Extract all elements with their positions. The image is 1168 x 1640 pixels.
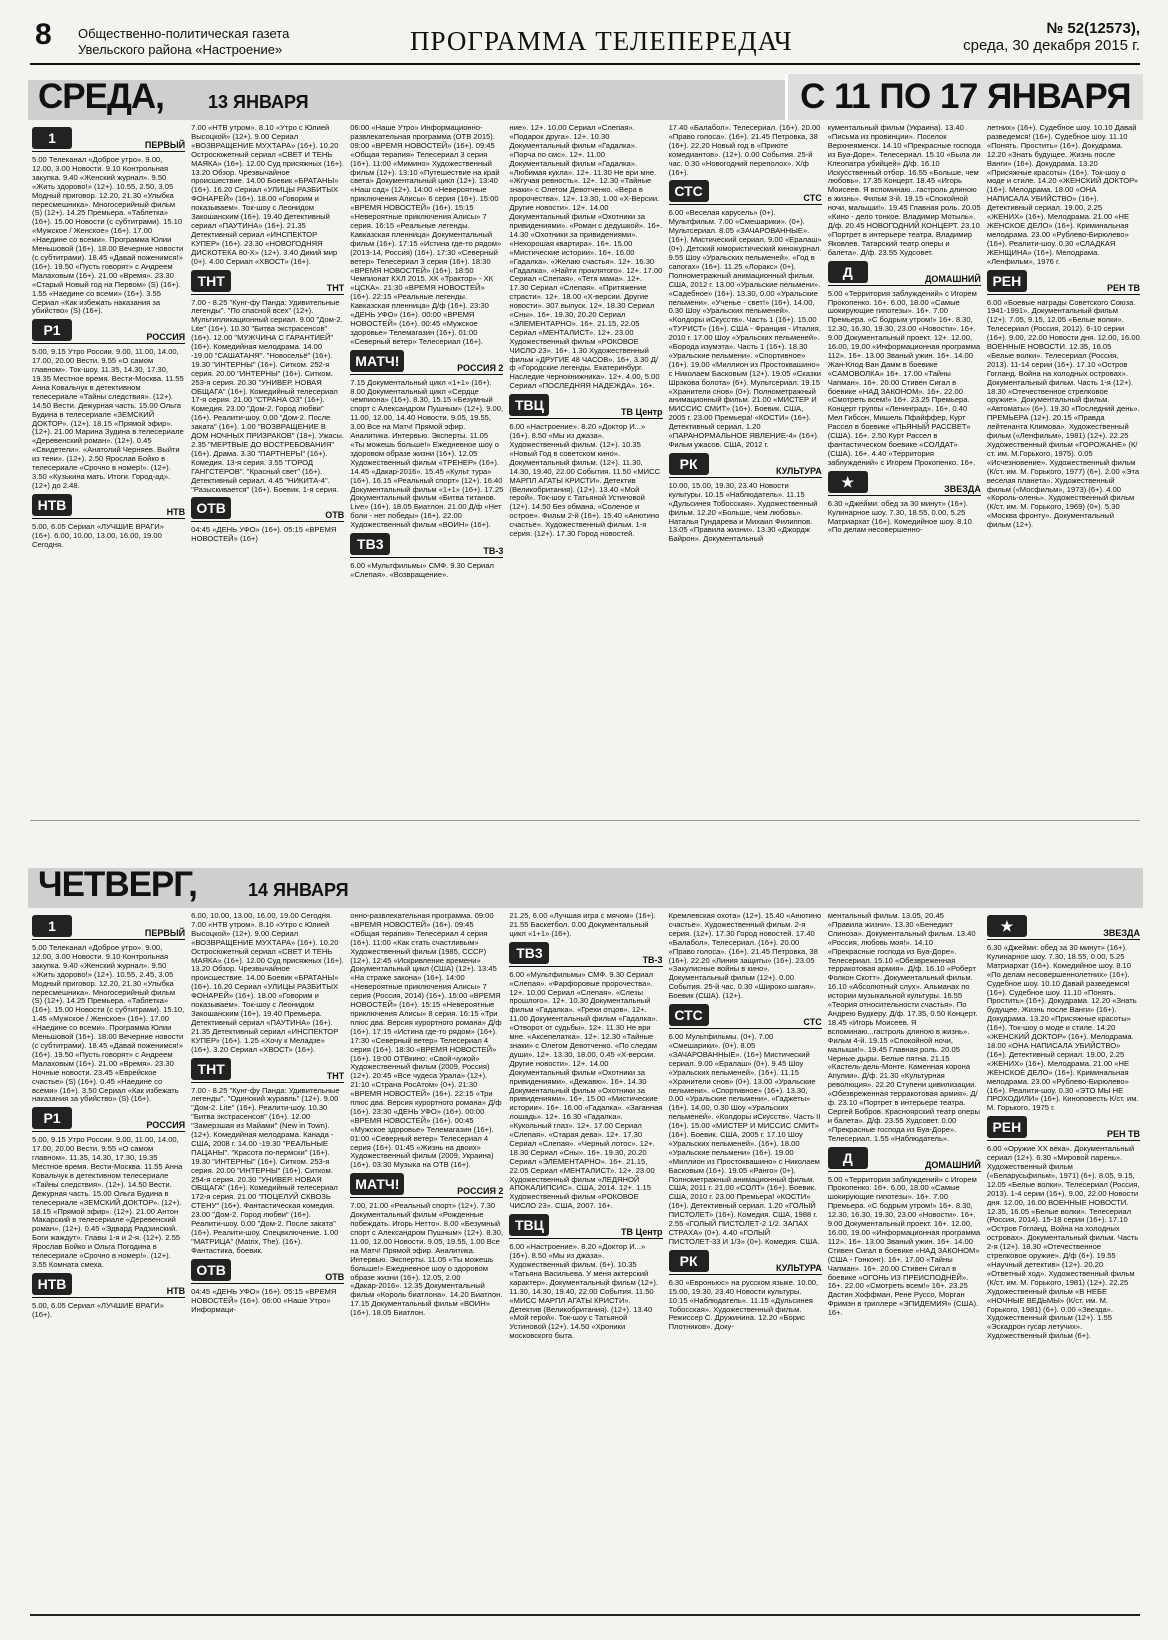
channel-logo-icon: РЕН — [987, 1116, 1027, 1138]
channel-logo-icon: ОТВ — [191, 1259, 231, 1281]
page-number: 8 — [35, 18, 52, 51]
channel-header — [32, 1107, 185, 1132]
channel-header — [191, 497, 344, 522]
newspaper-name — [78, 26, 289, 58]
page-header — [30, 18, 1140, 65]
channel-name: РОССИЯ 2 — [457, 1186, 504, 1197]
channel-logo-icon: НТВ — [32, 494, 72, 516]
program-listing: Кремлевская охота» (12+). 15.40 «Анютино счастье». Художественный фильм. 2-я серия. (12+). 17.30 Город новостей. 17.40 «Балабол». Телесериал. (16+). 20.00 «Право голоса». (16+). 21.45 Петровка, 38 (16+). 22.20 «Линия защиты» (16+). 23.05 «Закулисные войны в кино». Документальный фильм (12+). 0.00 События. 25-й час. 0.30 «Широко шагая». Боевик (США). (12+). — [668, 912, 822, 1001]
channel-header — [828, 261, 981, 286]
day-banner-wednesday — [28, 77, 1143, 120]
channel-header — [987, 915, 1140, 940]
channel-header — [828, 471, 981, 496]
channel-name: ТНТ — [326, 1070, 345, 1081]
schedule-column — [669, 912, 822, 1612]
program-listing: ние». 12+. 10.00 Сериал «Слепая». «Подарок друга». 12+. 10.30 Документальный фильм «Гадалка». «Порча по смс». 12+. 11.00 Документальный фильм «Гадалка». «Любимая кукла». 12+. 11.30 Не ври мне. «Жгучая ревность». 12+. 12.30 «Тайные знаки» с Олегом Девотченко. «Вера в пророчества». 12+. 13.30, 1.00 «Х-Версии. Другие новости». 12+. 14.00 Документальный фильм «Охотники за привидениями». «Роман с дедушкой». 16+. 14.30 «Охотники за привидениями». «Нехорошая квартира». 16+. 15.00 «Мистические истории». 16+. 16.00 «Гадалка». «Желаю счастья». 12+. 16.30 «Гадалка». «Найти проклятого». 12+. 17.00 Сериал «Слепая». «Тетя мама». 12+. 17.30 Сериал «Слепая». «Притяжение страсти». 12+. 18.00 «Х-версии. Другие новости». 307 выпуск. 12+. 18.30 Сериал «Сны». 16+. 19.30, 20.20 Сериал «ЭЛЕМЕНТАРНО». 16+. 21.15, 22.05 Сериал «МЕНТАЛИСТ». 12+. 23.00 Художественный фильм «РОКОВОЕ ЧИСЛО 23». 16+. 1.30 Художественный фильм «ДРУГИЕ 48 ЧАСОВ». 16+. 3.30 Д/ф «Городские легенды. Екатеринбург. Наследие чернокнижника». 12+. 4.00, 5.00 Сериал «ПОСЛЕДНЯЯ НАДЕЖДА». 16+. — [509, 124, 663, 391]
channel-logo-icon: РК — [669, 1250, 709, 1272]
channel-name: ДОМАШНИЙ — [924, 1159, 981, 1170]
program-listing: 6.00 «Мультфильмы» СМФ. 9.30 Сериал «Слепая». «Фарфоровые пророчества». 12+. 10.00 Сериал «Слепая». «Слезы прошлого». 12+. 10.30 Документальный фильм «Гадалка». «Грехи отцов». 12+. 11.00 Документальный фильм «Гадалка». «Отворот от судьбы». 12+. 11.30 Не ври мне. «Аксепелатка». 12+. 12.30 «Тайные знаки» с Олегом Девотченко. «По следам души». 12+. 13.30, 18.00, 0.45 «Х-версии. Другие новости». 12+. 14.00 Документальный фильм «Охотники за привидениями». «Дежавю». 16+. 14.30 Документальный фильм «Охотники за привидениями». 16+. 15.00 «Мистические истории». 16+. 16.00 «Гадалка». «Заганная лошадь». 12+. 16.30 «Гадалка». «Кукольный глаз». 12+. 17.00 Сериал «Слепая». «Старая дева». 12+. 17.30 Сериал «Слепая». «Черный лотос». 12+. 18.30 Сериал «Сны». 16+. 19.30, 20.20 Сериал «ЭЛЕМЕНТАРНО». 16+. 21.15, 22.05 Сериал «МЕНТАЛИСТ». 12+. 23.00 Художественный фильм «ЛЕДЯНОЙ АПОКАЛИПСИС». США, 2014. 12+. 1.15 Художественный фильм «РОКОВОЕ ЧИСЛО 23». США, 2007. 16+. — [509, 969, 663, 1211]
channel-logo-icon: Д — [828, 1147, 868, 1169]
channel-name: ЗВЕЗДА — [1103, 928, 1140, 938]
program-listing: 06:00 «Наше Утро» Информационно-развлекательная программа (ОТВ 2015). 09:00 «ВРЕМЯ НОВОСТЕЙ» (16+). 09:45 «Общая терапия» Телесериал 3 серия (16+). 11:00 «Мимино» Художественный фильм (12+). 13:10 «Путешествие на край света» Документальный цикл (12+). 13:40 «Наш сад» (12+). 14:00 «Невероятные приключения Алисы» 6 серия (16+). 15:00 «ВРЕМЯ НОВОСТЕЙ» (16+). 15:15 «Невероятные приключения Алисы» 7 серия. 16:15 «Реальные легенды. Кавказская пленница» Документальный фильм (16+). 17:15 «Истина где-то рядом» (2013-14, Россия) (16+). 17:30 «Северный ветер» Телесериал 3 серия (16+). 18:30 «ВРЕМЯ НОВОСТЕЙ» (16+). 18:50 Чемпионат КХЛ 2015. ХК «Трактор» - ХК «ЦСКА». 21:30 «ВРЕМЯ НОВОСТЕЙ» (16+). 22:15 «Реальные легенды. Кавказская пленница» Д/ф (16+). 23:30 «ДЕНЬ УФО» (16+). 00:00 «ВРЕМЯ НОВОСТЕЙ» (16+). 00:45 «Мужское здоровье» Телемагазин (16+). 01:00 «Северный ветер» Телесериал (16+). — [350, 124, 502, 346]
program-listing: 5.00, 6.05 Сериал «ЛУЧШИЕ ВРАГИ» (16+). — [32, 1300, 164, 1319]
program-listing: 6.00 «Мультфильмы» СМФ. 9.30 Сериал «Слепая». «Возвращение». — [350, 561, 494, 579]
day-date: 14 ЯНВАРЯ — [248, 880, 349, 900]
day-date: 13 ЯНВАРЯ — [208, 92, 309, 112]
channel-name: ТВ-3 — [483, 546, 504, 557]
channel-header — [669, 1004, 822, 1029]
channel-name: РОССИЯ — [146, 1120, 186, 1131]
program-listing: 17.40 «Балабол». Телесериал. (16+). 20.00 «Право голоса». (16+). 21.45 Петровка, 38 (16+). 22.20 Новый год в «Приюте комедиантов». (12+). 0.00 События. 25-й час. 0.30 «Новогодний переполох». Х/ф (16+). — [668, 124, 821, 177]
section-divider — [30, 820, 1140, 821]
channel-logo-icon: МАТЧ! — [350, 350, 404, 372]
program-listing: 6.00 «Боевые награды Советского Союза. 1941-1991». Документальный фильм (12+). 7.05, 9.15, 12.05 «Белые волки». Телесериал (Россия, 2012). 6-10 серии (16+). 9.00, 22.00 Новости дня. 12.00, 16.00 ВОЕННЫЕ НОВОСТИ. 12.35, 16.05 «Белые волки». Телесериал (Россия, 2013). 11-14 серии (16+). 17.10 «Остров Гогланд. Война на холодных островах». Документальный фильм. Часть 1-я (12+). 18.30 «Отечественное стрелковое оружие». Документальный фильм. «Автоматы» (6+). 19.30 «Последний день». ПРЕМЬЕРА (12+). 20.15 «Правда лейтенанта Климова». Художественный фильм («Ленфильм», 1981) (12+). 22.25 Художественный фильм «ГОРОЖАНЕ» (К/ст. им. М.Горького, 1975). 0.05 «Исчезновение». Художественный фильм (К/ст. им. М. Горького, 1977) (6+). 2.00 «Эта веселая планета». Художественный фильм («Мосфильм», 1973) (6+). 4.00 «Король-олень». Художественный фильм (К/ст. им. М. Горького, 1969) (0+). 5.30 «Москва фронту». Документальный фильм (12+). — [986, 297, 1140, 530]
program-listing: 7.00 - 8.25 "Кунг-фу Панда: Удивительные легенды". "Одинокий журавль" (12+). 9.00 "Дом-2. Lite" (16+). Реалити-шоу. 10.30 "Битва экстрасенсов" (16+). 12.00 "Замерзшая из Майами" (New in Town). (12+). Комедийная мелодрама. Канада - США, 2008 г. 14.00 -19.30 "РЕАЛЬНЫЕ ПАЦАНЫ". "Красота по-пермски" (16+). 19.30 "ИНТЕРНЫ" (16+). Ситком. 253-я серия. 20.00 "ИНТЕРНЫ" (16+). Ситком. 254-я серия. 20.30 "УНИВЕР. НОВАЯ ОБЩАГА" (16+). Комедийный телесериал 172-я серия. 21.00 "ПОЦЕЛУЙ СКВОЗЬ СТЕНУ" (16+). Фантастическая комедия. 23.00 "Дом-2. Город любви" (16+). Реалити-шоу. 0.00 "Дом-2. После заката" (16+). Реалити-шоу. Спецвключение. 1.00 "МАТРИЦА" (Matrix, The). (16+). Фантастика, боевик. — [191, 1085, 340, 1255]
program-listing: 6.00 «Настроение». 8.20 «Доктор И...» (16+). 8.50 «Мы из джаза». Художественный фильм. (12+). 10.35 «Новый Год в советском кино». Документальный фильм. (12+). 11.30, 14.30, 19.40, 22.00 События. 11.50 «МИСС МАРПЛ АГАТЫ КРИСТИ». Детектив (Великобритания). (12+). 13.40 «Мой герой». Ток-шоу с Татьяной Устиновой (12+). 14.50 Без обмана. «Соленое и острое». Фильм 2-й (16+). 15.40 «Анютино счастье». Художественный фильм. 1-я серия. (12+). 17.30 Город новостей. — [509, 422, 661, 539]
channel-logo-icon: ТВЦ — [509, 1214, 549, 1236]
program-listing: 6.00, 10.00, 13.00, 16.00, 19.00 Сегодня. 7.00 «НТВ утром». 8.10 «Утро с Юлией Высоцкой» (12+). 9.00 Сериал «ВОЗВРАЩЕНИЕ МУХТАРА» (16+). 10.20 Остросюжетный сериал «СВЕТ И ТЕНЬ МАЯКА» (16+). 12.00 Суд присяжных (16+). 13.20 Обзор. Чрезвычайное происшествие. 14.00 Боевик «БРАТАНЫ» (16+). 16.20 Сериал «УЛИЦЫ РАЗБИТЫХ ФОНАРЕЙ» (16+). 18.00 «Говорим и показываем». Ток-шоу с Леонидом Закошанским (16+). 19.40 Премьера. Детективный сериал «ПАУТИНА» (16+). 21.35 Детективный сериал «ИНСПЕКТОР КУПЕР» (16+). 1.25 «Хочу к Меладзе» (16+). 3.20 Сериал «ХВОСТ» (16+). — [191, 912, 344, 1054]
program-listing: 5.00, 9.15 Утро России. 9.00, 11.00, 14.00, 17.00, 20.00 Вести. 9.55 «О самом главном». Ток-шоу. 11.35, 14.30, 17.30, 19.35 Местное время. Вести-Москва. 11.55 Анна Ковальчук в детективном телесериале «Тайны следствия». (12+). 14.50 Вести. Дежурная часть. 15.00 Ольга Будина в телесериале «ЗЕМСКИЙ ДОКТОР». (12+). 18.15 «Прямой эфир». (12+). 21.00 Марина Зудина в телесериале «Деревенский роман». (12+). 0.45 «Свидетели». «Анатолий Черняев. Выйти из тени». (12+). 2.50 Ярослав Бойко в телесериале «Срочно в номер!». (12+). 3.50 «Кузькина мать. Итоги. Город-ад». (12+) до 2.48. — [32, 347, 184, 490]
day-name: СРЕДА, — [38, 77, 164, 116]
program-listing: 5.00, 9.15 Утро России. 9.00, 11.00, 14.00, 17.00, 20.00 Вести. 9.55 «О самом главном». 11.35, 14.30, 17.30, 19.35 Местное время. Вести-Москва. 11.55 Анна Ковальчук в детективном телесериале «Тайны следствия». (12+). 14.50 Вести. Дежурная часть. 15.00 Ольга Будина в телесериале «ЗЕМСКИЙ ДОКТОР». (12+). 18.15 «Прямой эфир». (12+). 21.00 Антон Макарский в телесериале «Деревенский роман». (12+). 0.45 «Эдвард Радзинский. Боги жаждут». Главы 1-я и 2-я. (12+). 2.55 Ярослав Бойко и Ольга Погодина в телесериале «Срочно в номер!». (12+). 3.55 Комната смеха. — [32, 1135, 183, 1269]
program-listing: 7.00, 21.00 «Реальный спорт» (12+). 7.30 Документальный фильм «Рожденные побеждать. Игорь Нетто». 8.00 «Безумный спорт с Александром Пушным» (12+). 8.30, 11.00, 12.00 Новости. 9.05, 19.55, 1.00 Все на Матч! Прямой эфир. Аналитика. Интервью. Эксперты. 11.05 «Ты можешь больше!» Ежедневное шоу о здоровом образе жизни (16+). 12.05, 2.00 «Дакар-2016». 12.35 Документальный фильм «Король биатлона». 14.20 Биатлон. 17.15 Документальный фильм «ВОИН» (16+). 18.05 Биатлон. — [350, 1201, 504, 1318]
channel-logo-icon: ТНТ — [191, 1058, 231, 1080]
channel-logo-icon: РЕН — [987, 270, 1027, 292]
channel-name: СТС — [803, 193, 822, 204]
program-listing: 5.00 Телеканал «Доброе утро». 9.00, 12.00, 3.00 Новости. 9.10 Контрольная закупка. 9.40 «Женский журнал». 9.50 «Жить здорово!» (12+). 10.55, 2.50, 3.05 Модный приговор. 12.20, 21.30 «Улыбка пересмешника». Многосерийный фильм (S) (12+). 14.25 Премьера. «Таблетка» (16+). 15.00 Новости (с субтитрами). 15.10 «Мужское / Женское» (16+). 17.00 «Наедине со всеми». Программа Юлии Меньшовой (16+). 18.00 Вечерние новости (с субтитрами). 18.45 «Давай поженимся!» (16+). 19.50 «Пусть говорят» с Андреем Малаховым (16+). 21.00 «Время». 23.30 «Старый Новый год на Первом» (S) (16+). 1.55 «Наедине со всеми» (16+). 3.55 Сериал «Как избежать наказания за убийство» (S) (16+). — [32, 155, 184, 316]
channel-logo-icon: НТВ — [32, 1273, 72, 1295]
channel-header — [32, 319, 185, 344]
channel-header — [669, 453, 822, 478]
program-listing: летних» (16+). Судебное шоу. 10.10 Давай разведемся! (16+). Судебное шоу. 11.10 «Понять. Простить» (16+). Докудрама. 12.20 «Знать будущее. Жизнь после Ванги» (16+). Докудрама. 13.20 «Присяжные красоты» (16+). Ток-шоу о моде и стиле. 14.20 «ЖЕНСКИЙ ДОКТОР» (16+). Мелодрама. 18.00 «ОНА НАПИСАЛА УБИЙСТВО» (16+). Детективный сериал. 19.00, 2.25 «ЖЕНИХ» (16+). Мелодрама. 21.00 «НЕ ЖЕНСКОЕ ДЕЛО» (16+). Криминальная мелодрама. 23.00 «Рублево-Бирюлево» (16+). Реалити-шоу. 0.30 «СЛАДКАЯ ЖЕНЩИНА» (16+). Мелодрама. «Ленфильм», 1976 г. — [986, 124, 1138, 266]
channel-header — [32, 915, 185, 940]
channel-name: РОССИЯ — [146, 332, 186, 343]
channel-header — [32, 494, 185, 519]
page-title: ПРОГРАММА ТЕЛЕПЕРЕДАЧ — [410, 26, 793, 56]
channel-logo-icon: Р1 — [32, 319, 72, 341]
channel-logo-icon: СТС — [669, 180, 709, 202]
program-listing: кументальный фильм (Украина). 13.40 «Письма из провинции». Поселок Верхнеяменск. 14.10 «Прекрасные господа из Буа-Доре». Телесериал. 15.10 «Была ли Клеопатра убийцей» Д/ф. 16.10 Искусственный отбор. 16.55 «Больше, чем любовь». 17.35 Концерт. 18.45 «Игорь Моисеев. Я вспоминаю...гастроль длиною в жизнь». Фильм 3-й. 19.15 «Спокойной ночи, малыши!». 19.45 Главная роль. 20.05 «Кино - дело тонкое. Владимир Мотыль». Д/ф. 20.45 НОВОГОДНИЙ КОНЦЕРТ. 23.10 «Портрет в интерьере театра. Владимир Яковлев. Татарский театр оперы и балета». Д/ф. 23.55 Худсовет. — [827, 124, 981, 257]
channel-logo-icon: ★ — [828, 471, 868, 493]
issue-number: № 52(12573), — [1046, 20, 1140, 37]
channel-logo-icon: ТВЦ — [509, 394, 549, 416]
week-range: С 11 ПО 17 ЯНВАРЯ — [785, 74, 1143, 120]
schedule-column — [509, 912, 662, 1612]
schedule-column — [987, 912, 1140, 1612]
channel-name: ДОМАШНИЙ — [924, 273, 981, 284]
channel-header — [191, 1259, 344, 1284]
channel-name: ТНТ — [326, 282, 345, 293]
schedule-column — [987, 124, 1140, 814]
program-listing: 10.00, 15.00, 19.30, 23.40 Новости культуры. 10.15 «Наблюдатель». 11.15 «Дульсинея Тобосская». Художественный фильм. 12.20 «Больше, чем любовь». Наталья Гундарева и Михаил Филиппов. 13.05 «Правила жизни». 13.30 «Джордж Байрон». Документальный — [668, 480, 818, 544]
program-listing: 5.00 «Территория заблуждений» с Игорем Прокопенко. 16+. 6.00, 18.00 «Самые шокирующие гипотезы». 16+. 7.00 Премьера. «С бодрым утром!» 16+. 8.30, 12.30, 16.30, 19.30, 23.00 «Новости». 16+. 9.00 Документальный проект. 12+. 12.00, 16.00, 19.00 «Информационная программа 112». 16+. 13.00 Званый ужин. 16+. 14.00 Жан-Клод Ван Дамм в боевике «САМОВОЛКА» 16+. 17.00 «Тайны Чапман». 16+. 20.00 Стивен Сигал в боевике «НАД ЗАКОНОМ». 16+. 22.00 «Смотреть всем!» 16+. 23.25 Премьера. Концерт группы «Ленинград». 16+. 0.40 Мел Гибсон, Мишель Пфайффер, Курт Рассел в боевике «ПЬЯНЫЙ РАССВЕТ» (США). 16+. 2.50 Курт Рассел в фантастическом боевике «СОЛДАТ» (США). 16+. 4.40 «Территория заблуждений» с Игорем Прокопенко. 16+. — [827, 288, 981, 467]
bottom-rule — [30, 1614, 1140, 1616]
channel-name: СТС — [803, 1017, 822, 1028]
schedule-column — [191, 912, 344, 1612]
channel-name: ТВ-3 — [642, 954, 663, 965]
schedule-column — [32, 912, 185, 1612]
channel-header — [987, 270, 1140, 295]
channel-name: ПЕРВЫЙ — [144, 140, 186, 150]
program-listing: 04:45 «ДЕНЬ УФО» (16+). 05:15 «ВРЕМЯ НОВОСТЕЙ» (16+) — [191, 525, 337, 544]
channel-name: ТВ Центр — [621, 407, 663, 418]
program-listing: 6.00 Мультфильмы. (0+). 7.00 «Смешарики». (0+). 8.05 «ЗАЧАРОВАННЫЕ». (16+) Мистический сериал. 9.00 «Ералаш» (0+). 9.45 Шоу «Уральских пельменей». (16+). 11.15 «Хранители снов» (0+). 13.00 «Уральские пельмени». «Спортивное» (16+). 13.30, 0.00 «Уральские пельмени». «Гаджеты» (16+). 14.00, 0.30 Шоу «Уральских пельменей». «Колдоры иСкусств». Часть II (16+). 15.00 «МИСТЕР И МИССИС СМИТ» (16+). Боевик. США, 2005 г. 17.10 Шоу «Уральских пельменей». (16+). 18.00 «Уральские пельмени» (16+). 19.00 «Миллион из Простоквашино» с Николаем Басковым (16+). 19.05 «Ранго» (0+). Полнометражный анимационный фильм. США, 2011 г. 21.00 «СОЛТ» (16+). Боевик. США, 2010 г. 23.00 Премьера! «КОСТИ» (16+). Детективный сериал. 1.20 «ГОЛЫЙ ПИСТОЛЕТ» (16+). Комедия. США, 1988 г. 2.55 «ГОЛЫЙ ПИСТОЛЕТ-2 1/2. ЗАПАХ СТРАХА» (0+). 4.40 «ГОЛЫЙ ПИСТОЛЕТ-33 И 1/3» (0+). Комедия. США. — [668, 1032, 821, 1246]
channel-name: ЗВЕЗДА — [944, 483, 981, 494]
channel-logo-icon: РК — [669, 453, 709, 475]
schedule-column — [828, 912, 981, 1612]
channel-header — [987, 1116, 1140, 1141]
schedule-column — [32, 124, 185, 814]
channel-header — [509, 394, 662, 419]
program-listing: 21.25, 6.00 «Лучшая игра с мячом» (16+). 21.55 Баскетбол. 0.00 Документальный цикл «1+1» (16+). — [509, 912, 656, 938]
channel-name: ПЕРВЫЙ — [144, 928, 186, 938]
channel-name: РЕН ТВ — [1106, 1129, 1140, 1140]
program-listing: 6.30 «Джейми: обед за 30 минут» (16+). Кулинарное шоу. 7.30, 18.55, 0.00, 5.25 Матриархат (16+). Комедийное шоу. 8.10 «По делам несовершенно- — [827, 498, 972, 535]
channel-name: РОССИЯ 2 — [457, 362, 504, 373]
day-name: ЧЕТВЕРГ, — [38, 865, 197, 904]
channel-logo-icon: ★ — [987, 915, 1027, 937]
channel-header — [350, 533, 503, 558]
program-listing: 5.00 «Территория заблуждений» с Игорем Прокопенко. 16+. 6.00, 18.00 «Самые шокирующие гипотезы». 16+. 7.00 Премьера. «С бодрым утром!» 16+. 8.30, 12.30, 16.30, 19.30, 23.00 «Новости». 16+. 9.00 Документальный проект. 16+. 12.00, 16.00, 19.00 «Информационная программа 112». 16+. 13.00 Званый ужин. 16+. 14.00 Стивен Сигал в боевике «НАД ЗАКОНОМ» (США - Гонконг). 16+. 17.00 «Тайны Чапман». 16+. 20.00 Стивен Сигал в боевике «ОГОНЬ ИЗ ПРЕИСПОДНЕЙ». 16+. 22.00 «Смотреть всем!» 16+. 23.25 Дастин Хоффман, Рене Руссо, Морган Фримэн в триллере «ЭПИДЕМИЯ» (США). 16+. — [827, 1174, 981, 1318]
channel-name: ОТВ — [325, 510, 345, 521]
channel-name: НТВ — [166, 1285, 186, 1296]
program-listing: 5.00, 6.05 Сериал «ЛУЧШИЕ ВРАГИ» (16+). 6.00, 10.00, 13.00, 16.00, 19.00 Сегодня. — [32, 521, 164, 549]
channel-header — [669, 180, 822, 205]
channel-header — [509, 1214, 662, 1239]
newspaper-name-line1: Общественно-политическая газета — [78, 26, 290, 41]
channel-header — [191, 270, 344, 295]
channel-logo-icon: Д — [828, 261, 868, 283]
channel-header — [350, 350, 503, 375]
issue-date: среда, 30 декабря 2015 г. — [963, 37, 1140, 54]
program-listing: 7.00 «НТВ утром». 8.10 «Утро с Юлией Высоцкой» (12+). 9.00 Сериал «ВОЗВРАЩЕНИЕ МУХТАРА» (16+). 10.20 Остросюжетный сериал «СВЕТ И ТЕНЬ МАЯКА» (16+). 12.00 Суд присяжных (16+). 13.20 Обзор. Чрезвычайное происшествие. 14.00 Боевик «БРАТАНЫ» (16+). 16.20 Сериал «УЛИЦЫ РАЗБИТЫХ ФОНАРЕЙ» (16+). 18.00 «Говорим и показываем». Ток-шоу с Леонидом Закошанским (16+). 19.40 Детективный сериал «ПАУТИНА» (16+). 21.35 Детективный сериал «ИНСПЕКТОР КУПЕР» (16+). 23.30 «НОВОГОДНЯЯ ДИСКОТЕКА 80-Х» (12+). 3.40 Дикий мир (0+). 4.00 Сериал «ХВОСТ» (16+). — [191, 124, 344, 266]
program-listing: 6.00 «Веселая карусель» (0+). Мультфильм. 7.00 «Смешарики». (0+). Мультсериал. 8.05 «ЗАЧАРОВАННЫЕ». (16+). Мистический сериал. 9.00 «Ералаш» (0+). Детский юмористический киножурнал. 9.55 Шоу «Уральских пельменей». «Год в сапогах» (16+). 11.25 «Лоракс» (0+). Полнометражный анимационный фильм. США, 2012 г. 13.00 «Уральские пельмени». «Садебное» (16+). 13.30, 0.00 «Уральские пельмени». «Ученье - свет!» (16+). 14.00, 0.30 Шоу «Уральских пельменей». «Колдоры иСкусств». Часть 1 (16+). 15.00 «ТУРИСТ» (16+). США - Франция - Италия, 2010 г. 17.00 Шоу «Уральских пельменей». «Борода изумэта». Часть 1 (16+). 18.30 «Уральские пельмени». «Спортивное» (16+). 19.00 «Миллион из Простоквашино» с Николаем Басковым (12+). 19.05 «Сказки Шрэкова болота» (6+). Мультсериал. 19.15 «Хранители снов» (0+). Полнометражный анимационный фильм. 21.00 «МИСТЕР И МИССИС СМИТ» (16+). Боевик. США, 2005 г. 23.00 Премьера! «КОСТИ» (16+). Детективный сериал. 1.20 «ПАРАНОРМАЛЬНОЕ ЯВЛЕНИЕ-4» (16+). Фильм ужасов. США, 2012 г. — [668, 208, 822, 449]
channel-logo-icon: ТВ3 — [350, 533, 390, 555]
channel-name: ТВ Центр — [621, 1227, 663, 1238]
channel-logo-icon: ТВ3 — [509, 942, 549, 964]
program-listing: 6.00 «Настроение». 8.20 «Доктор И...» (16+). 8.50 «Мы из джаза». Художественный фильм. (6+). 10.35 «Татьяна Васильева. У меня актерский характер». Документальный фильм (12+). 11.30, 14.30, 19.40, 22.00 События. 11.50 «МИСС МАРПЛ АГАТЫ КРИСТИ». Детектив (Великобритания). (12+). 13.40 «Мой герой». Ток-шоу с Татьяной Устиновой (12+). 14.50 «Хроники московского быта. — [509, 1242, 658, 1341]
channel-header — [32, 127, 185, 152]
program-listing: 7.15 Документальный цикл «1+1» (16+). 8.00 Документальный цикл «Сердце чемпиона» (16+). 8.30, 15.15 «Безумный спорт с Александром Пушным» (12+). 9.00, 11.00, 12.00, 14.40 Новости. 9.05, 19.55, 3.00 Все на Матч! Прямой эфир. Аналитика. Интервью. Эксперты. 11.05 «Ты можешь больше!» Ежедневное шоу о здоровом образе жизни (16+). 12.05 Художественный фильм «ТРЕНЕР» (16+). 14.45 «Дакар-2016». 15.45 «Культ тура» (16+). 16.15 «Реальный спорт» (12+). 16.40 Документальный фильм «1+1» (16+). 17.25 Документальный фильм «Битва титанов. Live» (16+). 18.05 Биатлон. 21.00 Д/ф «Нет боли - нет победы» (16+). 22.00 Художественный фильм «ВОИН» (16+). — [350, 377, 504, 530]
program-listing: онно-развлекательная программа. 09:00 «ВРЕМЯ НОВОСТЕЙ» (16+). 09:45 «Общая терапия» Телесериал 4 серия (16+). 11:00 «Как стать счастливым» Художественный фильм (1985, СССР) (12+). 12:45 «Искривление времени» Документальный цикл (США) (12+). 13:45 «На страже закона» (16+). 14:00 «Невероятные приключения Алисы» 7 серия (Россия, 2014) (16+). 15:00 «ВРЕМЯ НОВОСТЕЙ» (16+). 15:15 «Невероятные приключения Алисы» 8 серия. 16:15 «Три плюс два. Версия курортного романа» Д/ф (16+). 17:15 «Истина где-то рядом» (16+). 17:30 «Северный ветер» Телесериал 4 серия (16+). 18:30 «ВРЕМЯ НОВОСТЕЙ» (16+). 19:00 ОТВкино: «Свой-чужой» Художественный фильм (2009, Россия) (12+). 20:45 «Все чудеса Урала» (12+). 21:10 «Страна РосАтом» (0+). 21:30 «ВРЕМЯ НОВОСТЕЙ» (16+). 22:15 «Три плюс два. Версия курортного романа» Д/ф (16+). 23:30 «ДЕНЬ УФО» (16+). 00:00 «ВРЕМЯ НОВОСТЕЙ» (16+). 00:45 «Мужское здоровье» Телемагазин (16+). 01:00 «Северный ветер» Телесериал 4 серия (16+). 01:45 «Жизнь на двоих» Художественный фильм (2009, Украина) (16+). 03:30 Музыка на ОТВ (16+). — [350, 912, 502, 1170]
program-listing: ментальный фильм. 13.05, 20.45 «Правила жизни». 13.30 «Бенедикт Спиноза». Документальный фильм. 13.40 «Россия, любовь моя!». 14.10 «Прекрасные господа из Буа-Доре». Телесериал. 15.10 «Обезвреженная терракотовая армия». Д/ф. 16.10 «Роберт Фолкон Скотт». Документальный фильм. 16.10 «Абсолютный слух». Альманах по истории музыкальной культуры. 16.55 «Теория относительности счастья». По Андрею Будкеру. Д/ф. 17.35, 0.50 Концерт. 18.45 «Игорь Моисеев. Я вспоминаю...гастроль длиною в жизнь». Фильм 4-й. 19.15 «Спокойной ночи, малыши!». 19.45 Главная роль. 20.05 Черные дыры. Белые пятна. 21.15 «Кастель-дель-Монте. Каменная корона Апулии». Д/ф. 21.30 «Культурная революция». 22.20 Ступени цивилизации. «Обезвреженная терракотовая армия». Д/ф. 23.10 «Портрет в интерьере театра. Сергей Бобров. Красноярский театр оперы и балета». Д/ф. 23.55 Худсовет. 0.00 «Прекрасные господа из Буа-Доре». Телесериал. 1.55 «Наблюдатель». — [827, 912, 980, 1143]
channel-logo-icon: 1 — [32, 127, 72, 149]
channel-logo-icon: Р1 — [32, 1107, 72, 1129]
schedule-column — [669, 124, 822, 814]
schedule-column — [509, 124, 662, 814]
program-listing: 7.00 - 8.25 "Кунг-фу Панда: Удивительные легенды". "По спасной всех" (12+). Мультипликационный сериал. 9.00 "Дом-2. Lite" (16+). 10.30 "Битва экстрасенсов" (16+). 12.00 "МУЖЧИНА С ГАРАНТИЕЙ" (16+). Комедийная мелодрама. 14.00 -19.00 "САШАТАНЯ". "Новосельё" (16+). 19.30 "ИНТЕРНЫ" (16+). Ситком. 252-я серия. 20.00 "ИНТЕРНЫ" (16+). Ситком. 253-я серия. 20.30 "УНИВЕР. НОВАЯ ОБЩАГА" (16+). Комедийный телесериал 17-я серия. 21.00 "СТРАНА ОЗ" (16+). Комедия. 23.00 "Дом-2. Город любви" (16+). Реалити-шоу. 0.00 "Дом-2. После заката" (16+). 1.00 "ВОЗВРАЩЕНИЕ В ДОМ НОЧНЫХ ПРИЗРАКОВ" (18+). Ужасы. 2.35 "МЕРТВЫЕ ДО ВОСТРЕБОВАНИЯ" (16+). Драма. 3.30 "ПАРТНЕРЫ" (16+). Комедия. 13-я серия. 3.55 "ГОРОД ГАНГСТЕРОВ". "Красный свет" (16+). Детективный сериал. 4.45 "НИКИТА-4". "Разыскивается" (16+). Боевик. 1-я серия. — [191, 297, 344, 494]
issue-info — [963, 20, 1140, 54]
schedule-column — [350, 124, 503, 814]
channel-logo-icon: СТС — [669, 1004, 709, 1026]
program-listing: 6.00 «Оружие ХХ века». Документальный сериал (12+). 6.30 «Мировой парень». Художественный фильм («Беларусьфильм», 1971) (6+). 8.05, 9.15, 12.05 «Белые волки». Телесериал (Россия, 2013). 1-4 серии (16+). 9.00, 22.00 Новости дня. 12.00, 16.00 ВОЕННЫЕ НОВОСТИ. 12.35, 16.05 «Белые волки». Телесериал (Россия, 2014). 15-18 серии (16+). 17.10 «Остров Гогланд. Война на холодных островах». Документальный фильм. Часть 2-я (12+). 18.30 «Отечественное стрелковое оружие». Д/ф (6+). 19.55 «Научный детектив» (12+). 20.20 «Ответный ход». Художественный фильм (К/ст. им. М. Горького, 1981) (12+). 22.25 Художественный фильм «В НЕБЕ «НОЧНЫЕ ВЕДЬМЫ» (К/ст. им. М. Горького, 1981) (6+). 0.00 «Звезда». Художественный фильм (12+). 1.55 «Эскадрон гусар летучих». Художественный фильм (6+). — [986, 1144, 1140, 1341]
program-listing: 5.00 Телеканал «Доброе утро». 9.00, 12.00, 3.00 Новости. 9.10 Контрольная закупка. 9.40 «Женский журнал». 9.50 «Жить здорово!» (12+). 10.55, 2.45, 3.05 Модный приговор. 12.20, 21.30 «Улыбка пересмешника». Многосерийный фильм (S) (12+). 14.25 Премьера. «Таблетка» (16+). 15.00 Новости (с субтитрами). 15.10, 1.45 «Мужское / Женское» (16+). 17.00 «Наедине со всеми». Программа Юлии Меньшовой (16+). 18.00 Вечерние новости (с субтитрами). 18.45 «Давай поженимся!» (16+). 19.50 «Пусть говорят» с Андреем Малаховым (16+). 21.00 «Время». 23.30 Ночные новости. 23.45 «Еврейское счастье» (S) (16+). 0.45 «Наедине со всеми» (16+). 3.50 Сериал «Как избежать наказания за убийство» (S) (16+). — [32, 943, 185, 1104]
channel-name: ОТВ — [325, 1271, 345, 1282]
channel-header — [191, 1058, 344, 1083]
channel-name: КУЛЬТУРА — [776, 465, 822, 476]
program-listing: 6.30 «Евроньюс» на русском языке. 10.00, 15.00, 19.30, 23.40 Новости культуры. 10.15 «Наблюдатель». 11.15 «Дульсинея Тобосская». Художественный фильм. Режиссер С. Дружинина. 12.20 «Борис Плотников». Доку- — [668, 1277, 819, 1332]
channel-logo-icon: 1 — [32, 915, 72, 937]
channel-header — [32, 1273, 185, 1298]
channel-header — [828, 1147, 981, 1172]
channel-header — [509, 942, 662, 967]
channel-header — [350, 1173, 503, 1198]
program-listing: 04:45 «ДЕНЬ УФО» (16+). 05:15 «ВРЕМЯ НОВОСТЕЙ» (16+). 06:00 «Наше Утро» Информаци- — [191, 1286, 337, 1314]
channel-logo-icon: ОТВ — [191, 497, 231, 519]
schedule-column — [191, 124, 344, 814]
program-listing: 6.30 «Джейми: обед за 30 минут» (16+). Кулинарное шоу. 7.30, 18.55, 0.00, 5.25 Матриархат (16+). Комедийное шоу. 8.10 «По делам несовершеннолетних» (16+). Судебное шоу. 10.10 Давай разведемся! (16+). Судебное шоу. 11.10 «Понять. Простить» (16+). Докудрама. 12.20 «Знать будущее. Жизнь после Ванги» (16+). Докудрама. 13.20 «Присяжные красоты» (16+). Ток-шоу о моде и стиле. 14.20 «ЖЕНСКИЙ ДОКТОР» (16+). Мелодрама. 18.00 «ОНА НАПИСАЛА УБИЙСТВО» (16+). Детективный сериал. 19.00, 2.25 «ЖЕНИХ» (16+). Мелодрама. 21.00 «НЕ ЖЕНСКОЕ ДЕЛО» (16+). Криминальная мелодрама. 23.00 «Рублево-Бирюлево» (16+). Реалити-шоу. 0.30 «ЭТО МЫ НЕ ПРОХОДИЛИ» (16+). Киноповесть К/ст. им. М. Горького, 1975 г. — [986, 943, 1139, 1113]
schedule-column — [828, 124, 981, 814]
channel-logo-icon: МАТЧ! — [350, 1173, 404, 1195]
schedule-column — [350, 912, 503, 1612]
channel-name: РЕН ТВ — [1106, 282, 1140, 293]
channel-logo-icon: ТНТ — [191, 270, 231, 292]
channel-header — [669, 1250, 822, 1275]
day-banner-thursday — [28, 865, 1143, 908]
newspaper-name-line2: Увельского района «Настроение» — [78, 42, 283, 57]
channel-name: НТВ — [166, 506, 186, 517]
channel-name: КУЛЬТУРА — [776, 1262, 822, 1273]
